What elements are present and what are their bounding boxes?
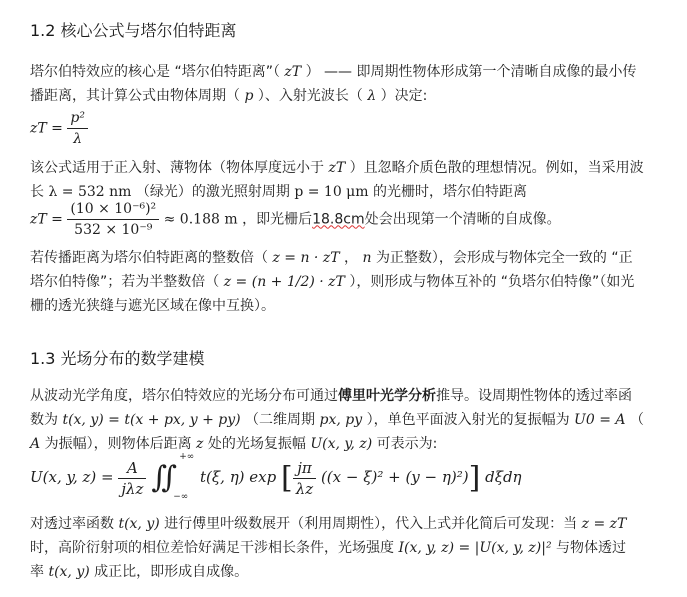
eq-lz: λz [295,479,314,498]
text: 播距离，其计算公式由物体周期（ [30,88,240,104]
math-A: A [30,436,41,452]
integral-sign: ∬ [151,460,177,495]
double-integral [151,452,195,502]
calculation-line: zT = $\frac{\text{(10 × 10⁻⁶)²}}{\text{532 × 10⁻⁹}}$ ≈ 0.188 m ，即光栅后18.8cm处会出现第一个清晰的自成像。 [30,201,561,238]
math-z: z [196,436,204,452]
math-period-value: p = 10 μm [294,184,369,200]
text: 时，高阶衍射项的相位差恰好满足干涉相长条件，光场强度 [30,540,394,556]
math-z-equals-zT: z = zT [581,516,627,532]
text: 数为 [30,412,58,428]
math-zT: zT [284,64,302,80]
text: 塔尔伯特效应的核心是 “塔尔伯特距离”（ [30,64,280,80]
text: 塔尔伯特像”；若为半整数倍（ [30,274,220,290]
text: 可表示为: [376,436,438,452]
eq-jlz: jλz [121,479,144,498]
text: 推导。设周期性物体的透过率函 [436,388,632,404]
text: ） —— 即周期性物体形成第一个清晰自成像的最小传 [305,64,637,80]
text: 处的光场复振幅 [207,436,306,452]
math-intensity: I(x, y, z) = |U(x, y, z)|² [398,540,552,556]
paragraph-fourier-conclusion [30,512,670,584]
text: ， [344,250,358,266]
distance-value: 18.8cm [312,211,365,228]
text: 的光栅时，塔尔伯特距离 [373,184,528,200]
eq-lhs: U(x, y, z) = [30,468,114,486]
text: 处会出现第一个清晰的自成像。 [364,211,561,228]
text: ），则形成与物体互补的 “负塔尔伯特像”（如光 [349,274,635,290]
calc-fraction [67,199,159,240]
calc-numerator: (10 × 10⁻⁶)² [67,199,159,220]
upper-limit: +∞ [179,452,195,462]
paragraph-talbot-distance-intro [30,60,670,108]
math-p: p [244,88,254,104]
math-lambda: λ [367,88,377,104]
eq-A: A [118,458,146,479]
text: 该公式适用于正入射、薄物体（物体厚度远小于 [30,160,324,176]
text: （绿光）的激光照射周期 [135,184,290,200]
text: 与物体透过 [556,540,627,556]
fraction-numerator: p² [67,108,88,129]
math-half-condition: z = (n + 1/2) · zT [223,274,345,290]
fraction [67,108,88,149]
eq-zT: zT [30,120,47,137]
text: 长 [30,184,44,200]
math-U0: U0 = A [574,412,626,428]
text: 进行傅里叶级数展开（利用周期性），代入上式并化简后可发现：当 [164,516,578,532]
calc-denominator: 532 × 10⁻⁹ [74,222,153,238]
math-integer-condition: z = n · zT [272,250,340,266]
math-periods: px, py [319,412,363,428]
section-heading-1-2: 1.2 核心公式与塔尔伯特距离 [30,21,237,40]
equation-talbot-distance: zT = $\frac{\text{p²}}{\lambda}$ [30,108,88,149]
eq-integrand: t(ξ, η) exp [200,468,277,486]
text: ）、入射光波长（ [257,88,363,104]
text: ）决定: [380,88,428,104]
math-transmittance: t(x, y) = t(x + px, y + py) [62,412,241,428]
text: ，即光栅后 [242,211,313,228]
paragraph-field-model [30,384,670,456]
eq-differentials: dξdη [485,468,522,486]
text: 为振幅），则物体后距离 [44,436,192,452]
paragraph-integer-multiples [30,246,670,318]
math-zT: zT [328,160,346,176]
calc-result: ≈ 0.188 m [163,211,238,228]
text: ），单色平面波入射光的复振幅为 [366,412,570,428]
text: 从波动光学角度，塔尔伯特效应的光场分布可通过 [30,388,338,404]
text: 率 [30,564,44,580]
text: （二维周期 [245,412,316,428]
text: 栅的透光狭缝与遮光区域在像中互换）。 [30,298,275,314]
lower-limit: −∞ [173,492,189,502]
text: 对透过率函数 [30,516,114,532]
section-heading-1-3: 1.3 光场分布的数学建模 [30,349,205,368]
eq-fraction-A [118,458,146,499]
text: （ [629,412,644,428]
eq-quadratic: ((x − ξ)² + (y − η)²) [320,468,469,486]
eq-fraction-phase [293,458,316,499]
text: 为正整数），会形成与物体完全一致的 “正 [375,250,633,266]
math-t: t(x, y) [48,564,90,580]
text: 若传播距离为塔尔伯特距离的整数倍（ [30,250,268,266]
eq-jpi: jπ [293,458,316,479]
paragraph-example [30,156,670,204]
math-lambda-value: λ = 532 nm [48,184,132,200]
math-Uxyz: U(x, y, z) [310,436,373,452]
eq-zT: zT [30,211,47,228]
math-t: t(x, y) [118,516,160,532]
math-n: n [362,250,372,266]
text: 成正比，即形成自成像。 [94,564,249,580]
text: ）且忽略介质色散的理想情况。例如，当采用波 [349,160,644,176]
bold-term-fourier-optics: 傅里叶光学分析 [338,388,436,404]
fraction-denominator: λ [73,131,83,147]
equation-fresnel-integral: U(x, y, z) = $\frac{A}{\text{jλz}}$ ∬ +∞ −∞ t(ξ, η) exp [ $\frac{j\pi}{\lambda z}$ ((x − ξ)² + (y − η)²)] dξdη [30,452,522,502]
